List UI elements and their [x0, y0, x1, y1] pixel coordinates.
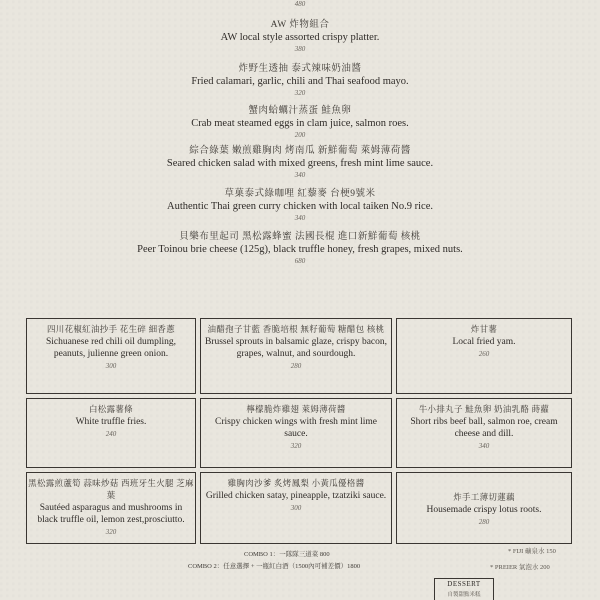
card-name-zh: 黑松露煎蘆筍 蒜味炒菇 西班牙生火腿 芝麻葉 — [28, 478, 194, 500]
dessert-title: DESSERT — [447, 580, 481, 588]
card-name-zh: 油醋孢子甘藍 香脆培根 無籽葡萄 糖醋包 核桃 — [207, 324, 385, 334]
card-name-en: Sautéed asparagus and mushrooms in black truffle oil, lemon zest,prosciutto. — [37, 503, 185, 525]
card-name-zh: 白松露薯條 — [88, 404, 133, 414]
card-name-zh: 雞胸肉沙爹 炙烤鳳梨 小黃瓜優格醬 — [227, 478, 365, 488]
menu-card — [396, 398, 572, 468]
combo-1-text: COMBO 1：一隊隊三道菜 800 — [244, 551, 330, 558]
small-plates-grid — [26, 318, 572, 544]
menu-item — [0, 185, 600, 222]
card-price: 300 — [105, 362, 117, 370]
card-name-zh: 牛小排丸子 鮭魚卵 奶油乳酪 蒔蘿 — [418, 404, 550, 414]
card-name-en: Short ribs beef ball, salmon roe, cream cheese and dill. — [410, 417, 558, 439]
water-note: * FIJI 礦泉水 150 — [508, 548, 556, 555]
card-price: 280 — [290, 362, 302, 370]
menu-item — [0, 142, 600, 179]
card-price: 320 — [290, 442, 302, 450]
dessert-subtitle: 自製甜點米糕 — [447, 592, 481, 598]
item-name-en: Fried calamari, garlic, chili and Thai seafood mayo. — [191, 76, 409, 87]
item-price: 200 — [294, 131, 306, 139]
item-name-zh: AW 炸物組合 — [270, 20, 330, 30]
card-name-en: White truffle fries. — [75, 417, 147, 427]
menu-card — [200, 318, 392, 394]
item-price: 340 — [294, 171, 306, 179]
card-name-en: Crispy chicken wings with fresh mint lime sauce. — [214, 417, 377, 439]
menu-item — [0, 102, 600, 139]
card-name-en: Local fried yam. — [452, 337, 516, 347]
card-price: 260 — [478, 350, 490, 358]
menu-card — [26, 472, 196, 544]
card-price: 340 — [478, 442, 490, 450]
item-name-zh: 蟹肉蛤蠣汁蒸蛋 鮭魚卵 — [248, 106, 352, 116]
card-name-zh: 炸手工薄切蓮藕 — [453, 492, 515, 502]
item-name-en: Crab meat steamed eggs in clam juice, salmon roes. — [191, 118, 409, 129]
item-name-zh: 草菓泰式綠咖哩 紅藜麥 台梗9號米 — [224, 189, 376, 199]
combo-2-text: COMBO 2：任意選擇 + 一瓶紅白酒（1500內可補差價）1800 — [188, 563, 361, 570]
item-price: 380 — [294, 45, 306, 53]
item-name-en: Peer Toinou brie cheese (125g), black truffle honey, fresh grapes, mixed nuts. — [137, 244, 463, 255]
dessert-box — [434, 578, 494, 600]
menu-card — [26, 318, 196, 394]
menu-item — [0, 60, 600, 97]
menu-item — [0, 228, 600, 265]
card-price: 320 — [105, 528, 117, 536]
card-price: 280 — [478, 518, 490, 526]
item-name-en: Seared chicken salad with mixed greens, fresh mint lime sauce. — [166, 158, 434, 169]
card-name-en: Grilled chicken satay, pineapple, tzatziki sauce. — [205, 491, 387, 501]
item-name-zh: 貝樂布里起司 黑松露蜂蜜 法國長棍 進口新鮮葡萄 核桃 — [179, 232, 421, 242]
top-price: 480 — [294, 0, 306, 8]
item-price: 680 — [294, 257, 306, 265]
menu-card — [396, 472, 572, 544]
card-name-zh: 四川花椒紅油抄手 花生碎 細香蔥 — [46, 324, 176, 334]
item-name-zh: 炸野生透抽 泰式辣味奶油醬 — [238, 64, 362, 74]
card-name-zh: 檸檬脆炸雞翅 萊姆薄荷醬 — [246, 404, 346, 414]
item-name-en: AW local style assorted crispy platter. — [220, 32, 380, 43]
item-name-en: Authentic Thai green curry chicken with local taiken No.9 rice. — [167, 201, 433, 212]
menu-card — [200, 398, 392, 468]
menu-card — [26, 398, 196, 468]
sparkling-water-note: * PREIER 氣泡水 200 — [490, 564, 550, 571]
card-name-en: Brussel sprouts in balsamic glaze, crispy bacon, grapes, walnut, and sourdough. — [204, 337, 388, 359]
item-name-zh: 綜合綠葉 嫩煎雞胸肉 烤南瓜 新鮮葡萄 萊姆薄荷醬 — [189, 146, 411, 156]
item-price: 340 — [294, 214, 306, 222]
card-name-en: Sichuanese red chili oil dumpling, peanuts, julienne green onion. — [45, 337, 177, 359]
item-price: 320 — [294, 89, 306, 97]
card-name-en: Housemade crispy lotus roots. — [426, 505, 542, 515]
card-price: 240 — [105, 430, 117, 438]
menu-card — [200, 472, 392, 544]
card-name-zh: 炸甘薯 — [470, 324, 498, 334]
card-price: 300 — [290, 504, 302, 512]
menu-card — [396, 318, 572, 394]
menu-item — [0, 16, 600, 53]
